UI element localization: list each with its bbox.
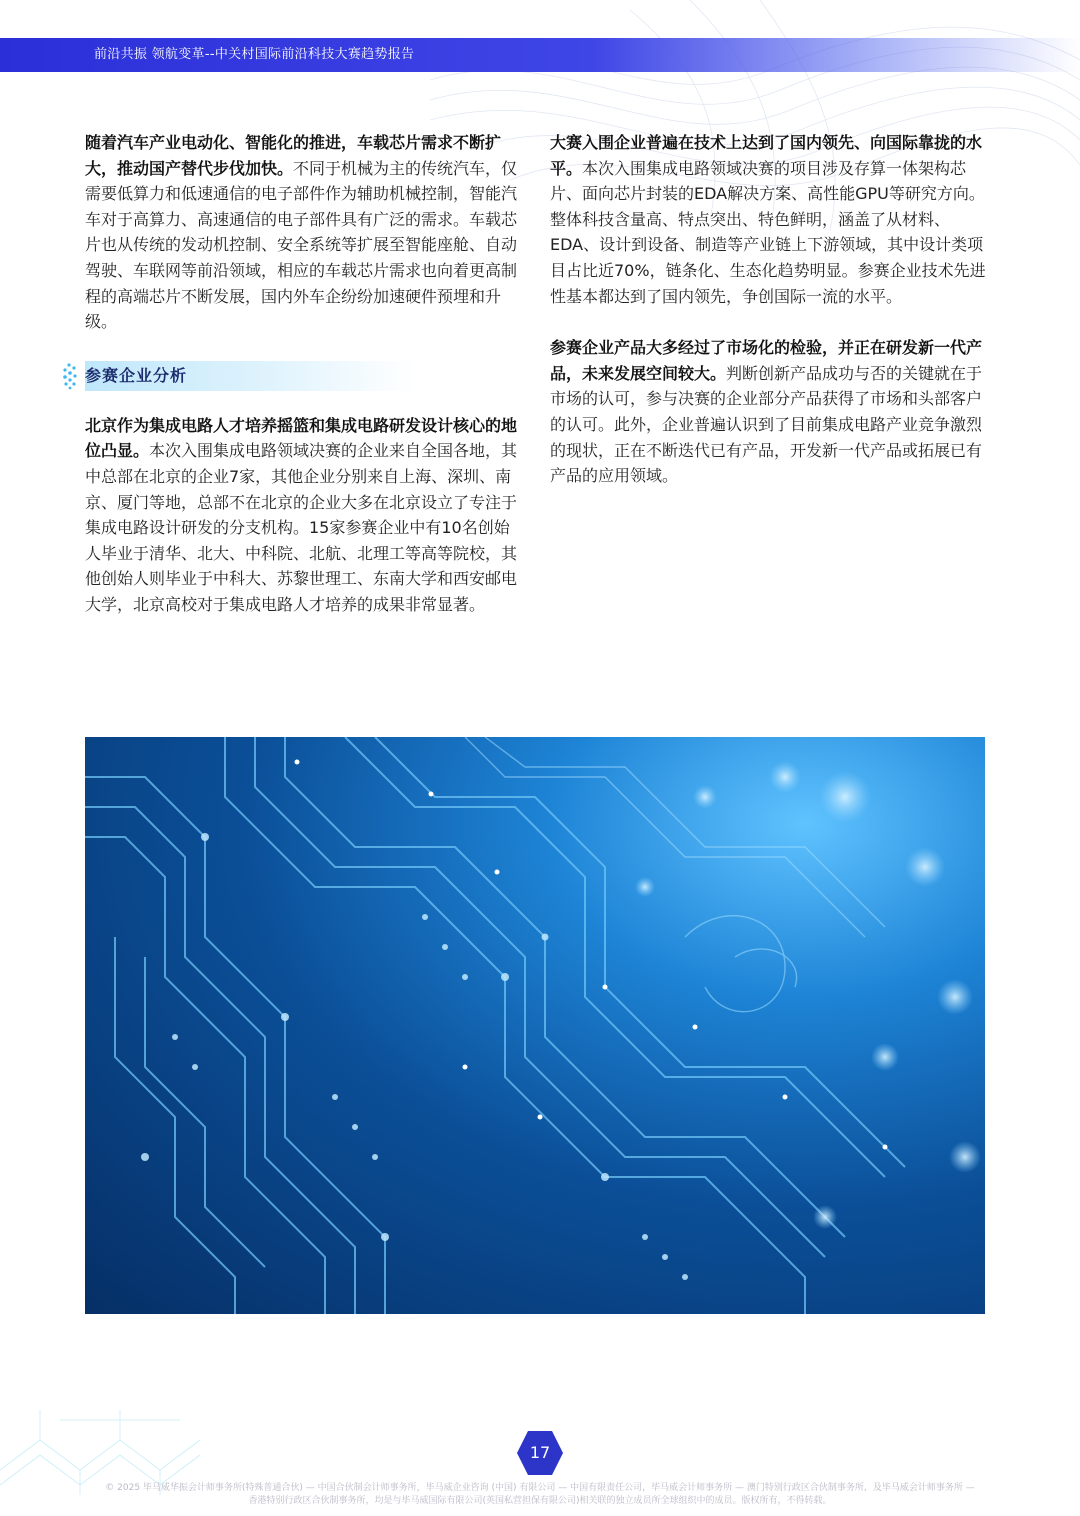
paragraph-lead: 随着汽车产业电动化、智能化的推进，车载芯片需求不断扩大，推动国产替代步伐加快。 xyxy=(85,133,502,178)
paragraph-lead: 大赛入围企业普遍在技术上达到了国内领先、向国际靠拢的水平。 xyxy=(550,133,983,178)
left-column xyxy=(85,130,525,644)
paragraph-body: 判断创新产品成功与否的关键就在于市场的认可，参与决赛的企业部分产品获得了市场和头部客户的认可。此外，企业普遍认识到了目前集成电路产业竞争激烈的现状，正在不断迭代已有产品，开发新一代产品或拓展已有产品的应用领域。 xyxy=(550,363,983,486)
paragraph-lead: 参赛企业产品大多经过了市场化的检验，并正在研发新一代产品，未来发展空间较大。 xyxy=(550,338,983,383)
beijing-talent-paragraph xyxy=(85,413,525,618)
paragraph-body: 本次入围集成电路领域决赛的项目涉及存算一体架构芯片、面向芯片封装的EDA解决方案、高性能GPU等研究方向。整体科技含量高、特点突出、特色鲜明，涵盖了从材料、EDA、设计到设备、制造等产业链上下游领域，其中设计类项目占比近70%，链条化、生态化趋势明显。参赛企业技术先进性基本都达到了国内领先，争创国际一流的水平。 xyxy=(550,158,986,306)
automotive-chip-paragraph xyxy=(85,130,525,335)
footer-line: 香港特别行政区合伙制事务所，均是与毕马威国际有限公司(英国私营担保有限公司)相关联的独立成员所全球组织中的成员。版权所有，不得转载。 xyxy=(248,1496,832,1506)
technology-level-paragraph xyxy=(550,130,986,309)
copyright-footer xyxy=(40,1482,1040,1508)
paragraph-body: 不同于机械为主的传统汽车，仅需要低算力和低速通信的电子部件作为辅助机械控制，智能汽车对于高算力、高速通信的电子部件具有广泛的需求。车载芯片也从传统的发动机控制、安全系统等扩展至智能座舱、自动驾驶、车联网等前沿领域，相应的车载芯片需求也向着更高制程的高端芯片不断发展，国内外车企纷纷加速硬件预埋和升级。 xyxy=(85,158,518,332)
footer-line: © 2025 毕马威华振会计师事务所(特殊普通合伙) — 中国合伙制会计师事务所，毕马威企业咨询 (中国) 有限公司 — 中国有限责任公司，毕马威会计师事务所 — 澳门特别行政区合伙制事务所，及毕马威会计师事务所 — xyxy=(105,1483,975,1493)
section-heading xyxy=(85,361,415,391)
header-band xyxy=(0,38,1080,72)
circuit-board-photo xyxy=(85,737,985,1314)
page-number: 17 xyxy=(529,1443,551,1462)
report-title: 前沿共振 领航变革--中关村国际前沿科技大赛趋势报告 xyxy=(94,47,415,62)
section-title: 参赛企业分析 xyxy=(85,365,188,385)
bottom-network-decoration xyxy=(0,1400,210,1495)
market-validation-paragraph xyxy=(550,335,986,489)
paragraph-body: 本次入围集成电路领域决赛的企业来自全国各地，其中总部在北京的企业7家，其他企业分别来自上海、深圳、南京、厦门等地，总部不在北京的企业大多在北京设立了专注于集成电路设计研发的分支机构。15家参赛企业中有10名创始人毕业于清华、北大、中科院、北航、北理工等高等院校，其他创始人则毕业于中科大、苏黎世理工、东南大学和西安邮电大学，北京高校对于集成电路人才培养的成果非常显著。 xyxy=(85,441,518,614)
dot-cluster-icon xyxy=(59,362,79,390)
paragraph-lead: 北京作为集成电路人才培养摇篮和集成电路研发设计核心的地位凸显。 xyxy=(85,415,518,461)
right-column xyxy=(550,130,986,515)
circuit-traces-illustration xyxy=(85,737,985,1314)
